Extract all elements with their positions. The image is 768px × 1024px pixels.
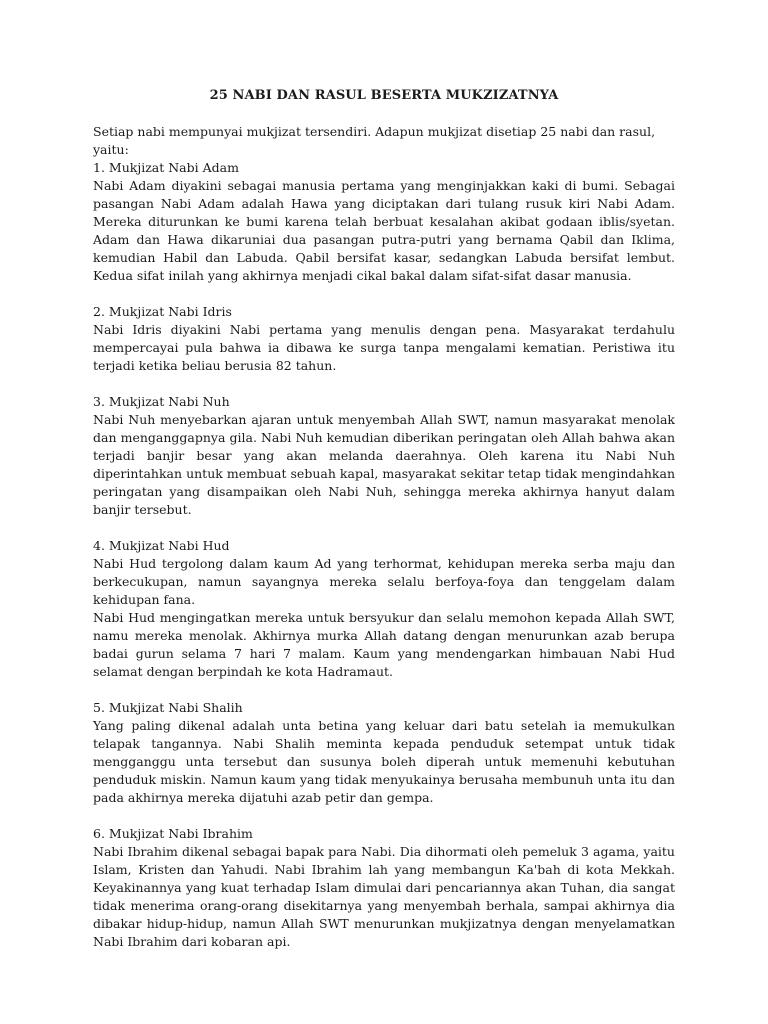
section-paragraph: Nabi Hud mengingatkan mereka untuk bersyukur dan selalu memohon kepada Allah SWT, namu mereka menolak. Akhirnya murka Allah datang dengan menurunkan azab berupa badai gurun selama 7 hari 7 malam. Kaum yang mendengarkan himbauan Nabi Hud selamat dengan berpindah ke kota Hadramaut. (93, 610, 675, 679)
intro-paragraph: Setiap nabi mempunyai mukjizat tersendiri. Adapun mukjizat disetiap 25 nabi dan rasul, yaitu: (93, 124, 656, 157)
section-nabi-hud (93, 537, 675, 681)
section-heading: 1. Mukjizat Nabi Adam (93, 160, 239, 175)
section-nabi-nuh (93, 393, 675, 519)
section-nabi-shalih (93, 699, 675, 807)
section-nabi-adam (93, 159, 675, 285)
section-heading: 5. Mukjizat Nabi Shalih (93, 700, 243, 715)
section-heading: 6. Mukjizat Nabi Ibrahim (93, 826, 253, 841)
section-paragraph: Nabi Idris diyakini Nabi pertama yang menulis dengan pena. Masyarakat terdahulu mempercayai pula bahwa ia dibawa ke surga tanpa mengalami kematian. Peristiwa itu terjadi ketika beliau berusia 82 tahun. (93, 322, 675, 373)
section-nabi-idris (93, 303, 675, 375)
section-heading: 4. Mukjizat Nabi Hud (93, 538, 230, 553)
section-paragraph: Nabi Ibrahim dikenal sebagai bapak para Nabi. Dia dihormati oleh pemeluk 3 agama, yaitu Islam, Kristen dan Yahudi. Nabi Ibrahim lah yang membangun Ka'bah di kota Mekkah. Keyakinannya yang kuat terhadap Islam dimulai dari pencariannya akan Tuhan, dia sangat tidak menerima orang-orang disekitarnya yang menyembah berhala, sampai akhirnya dia dibakar hidup-hidup, namun Allah SWT menurunkan mukjizatnya dengan menyelamatkan Nabi Ibrahim dari kobaran api. (93, 844, 675, 949)
section-paragraph: Nabi Nuh menyebarkan ajaran untuk menyembah Allah SWT, namun masyarakat menolak dan menganggapnya gila. Nabi Nuh kemudian diberikan peringatan oleh Allah bahwa akan terjadi banjir besar yang akan melanda daerahnya. Oleh karena itu Nabi Nuh diperintahkan untuk membuat sebuah kapal, masyarakat sekitar tetap tidak mengindahkan peringatan yang disampaikan oleh Nabi Nuh, sehingga mereka akhirnya hanyut dalam banjir tersebut. (93, 412, 675, 517)
section-heading: 2. Mukjizat Nabi Idris (93, 304, 232, 319)
section-paragraph: Nabi Adam diyakini sebagai manusia pertama yang menginjakkan kaki di bumi. Sebagai pasangan Nabi Adam adalah Hawa yang diciptakan dari tulang rusuk kiri Nabi Adam. Mereka diturunkan ke bumi karena telah berbuat kesalahan akibat godaan iblis/syetan. Adam dan Hawa dikaruniai dua pasangan putra-putri yang bernama Qabil dan Iklima, kemudian Habil dan Labuda. Qabil bersifat kasar, sedangkan Labuda bersifat lembut. Kedua sifat inilah yang akhirnya menjadi cikal bakal dalam sifat-sifat dasar manusia. (93, 178, 675, 283)
section-heading: 3. Mukjizat Nabi Nuh (93, 394, 230, 409)
document-page (93, 87, 675, 969)
section-paragraph: Nabi Hud tergolong dalam kaum Ad yang terhormat, kehidupan mereka serba maju dan berkecukupan, namun sayangnya mereka selalu berfoya-foya dan tenggelam dalam kehidupan fana. (93, 556, 675, 607)
section-paragraph: Yang paling dikenal adalah unta betina yang keluar dari batu setelah ia memukulkan telapak tangannya. Nabi Shalih meminta kepada penduduk setempat untuk tidak mengganggu unta tersebut dan susunya boleh diperah untuk memenuhi kebutuhan penduduk miskin. Namun kaum yang tidak menyukainya berusaha membunuh unta itu dan pada akhirnya mereka dijatuhi azab petir dan gempa. (93, 718, 675, 805)
document-title: 25 NABI DAN RASUL BESERTA MUKZIZATNYA (209, 88, 559, 103)
section-nabi-ibrahim (93, 825, 675, 951)
